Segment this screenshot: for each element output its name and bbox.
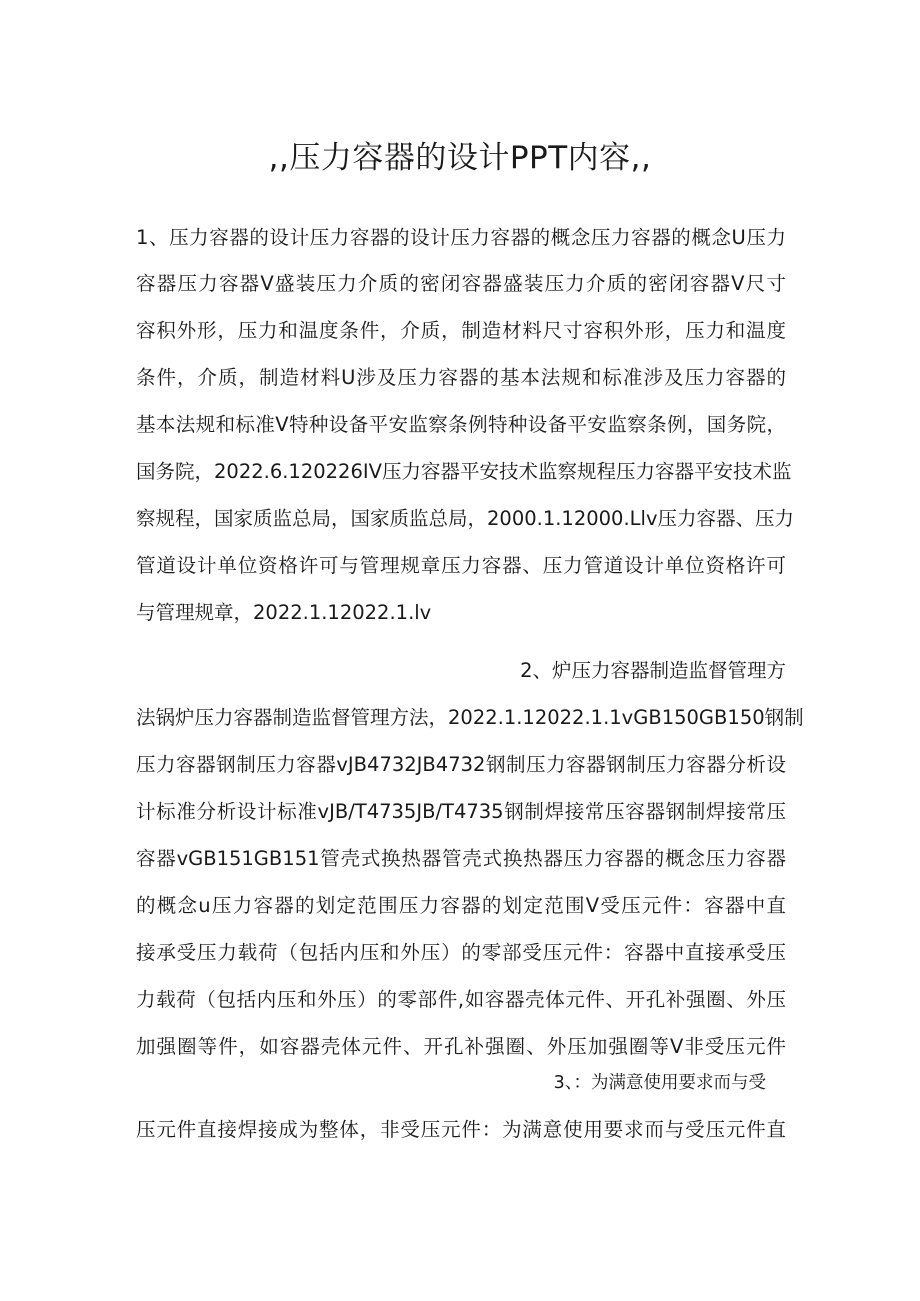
paragraph-line: 计标准分析设计标准vJB/T4735JB/T4735钢制焊接常压容器钢制焊接常压 bbox=[136, 800, 786, 823]
paragraph-line: 察规程，国家质监总局，国家质监总局，2000.1.12000.Llv压力容器、压力 bbox=[136, 507, 794, 530]
paragraph-line: 力载荷（包括内压和外压）的零部件,如容器壳体元件、开孔补强圈、外压 bbox=[136, 988, 786, 1011]
paragraph-line: 加强圈等件，如容器壳体元件、开孔补强圈、外压加强圈等V非受压元件 bbox=[136, 1035, 786, 1058]
paragraph-line: 法锅炉压力容器制造监督管理方法，2022.1.12022.1.1vGB150GB150钢制 bbox=[136, 706, 804, 729]
paragraph-line: 国务院，2022.6.120226IV压力容器平安技术监察规程压力容器平安技术监 bbox=[136, 460, 792, 483]
paragraph-line: 接承受压力载荷（包括内压和外压）的零部受压元件：容器中直接承受压 bbox=[136, 941, 786, 964]
paragraph-heading-line: 3、：为满意使用要求而与受 bbox=[553, 1073, 766, 1093]
paragraph-line: 的概念u压力容器的划定范围压力容器的划定范围V受压元件：容器中直 bbox=[136, 894, 786, 917]
paragraph-line: 基本法规和标准V特种设备平安监察条例特种设备平安监察条例，国务院， bbox=[136, 413, 786, 436]
paragraph-line: 容器压力容器V盛装压力介质的密闭容器盛装压力介质的密闭容器V尺寸 bbox=[136, 272, 786, 295]
paragraph-line: 容积外形，压力和温度条件，介质，制造材料尺寸容积外形，压力和温度 bbox=[136, 319, 786, 342]
paragraph-line: 条件，介质，制造材料U涉及压力容器的基本法规和标准涉及压力容器的 bbox=[136, 366, 786, 389]
paragraph-line: 管道设计单位资格许可与管理规章压力容器、压力管道设计单位资格许可 bbox=[136, 554, 786, 577]
paragraph-line: 压力容器钢制压力容器vJB4732JB4732钢制压力容器钢制压力容器分析设 bbox=[136, 753, 786, 776]
paragraph-line: 压元件直接焊接成为整体，非受压元件：为满意使用要求而与受压元件直 bbox=[136, 1118, 786, 1141]
paragraph-line: 与管理规章，2022.1.12022.1.lv bbox=[136, 601, 432, 624]
paragraph-line: 1、压力容器的设计压力容器的设计压力容器的概念压力容器的概念U压力 bbox=[136, 226, 786, 249]
paragraph-line: 容器vGB151GB151管壳式换热器管壳式换热器压力容器的概念压力容器 bbox=[136, 847, 786, 870]
paragraph-heading-line: 2、炉压力容器制造监督管理方 bbox=[520, 659, 786, 682]
document-title: ,,压力容器的设计PPT内容,, bbox=[268, 140, 652, 176]
